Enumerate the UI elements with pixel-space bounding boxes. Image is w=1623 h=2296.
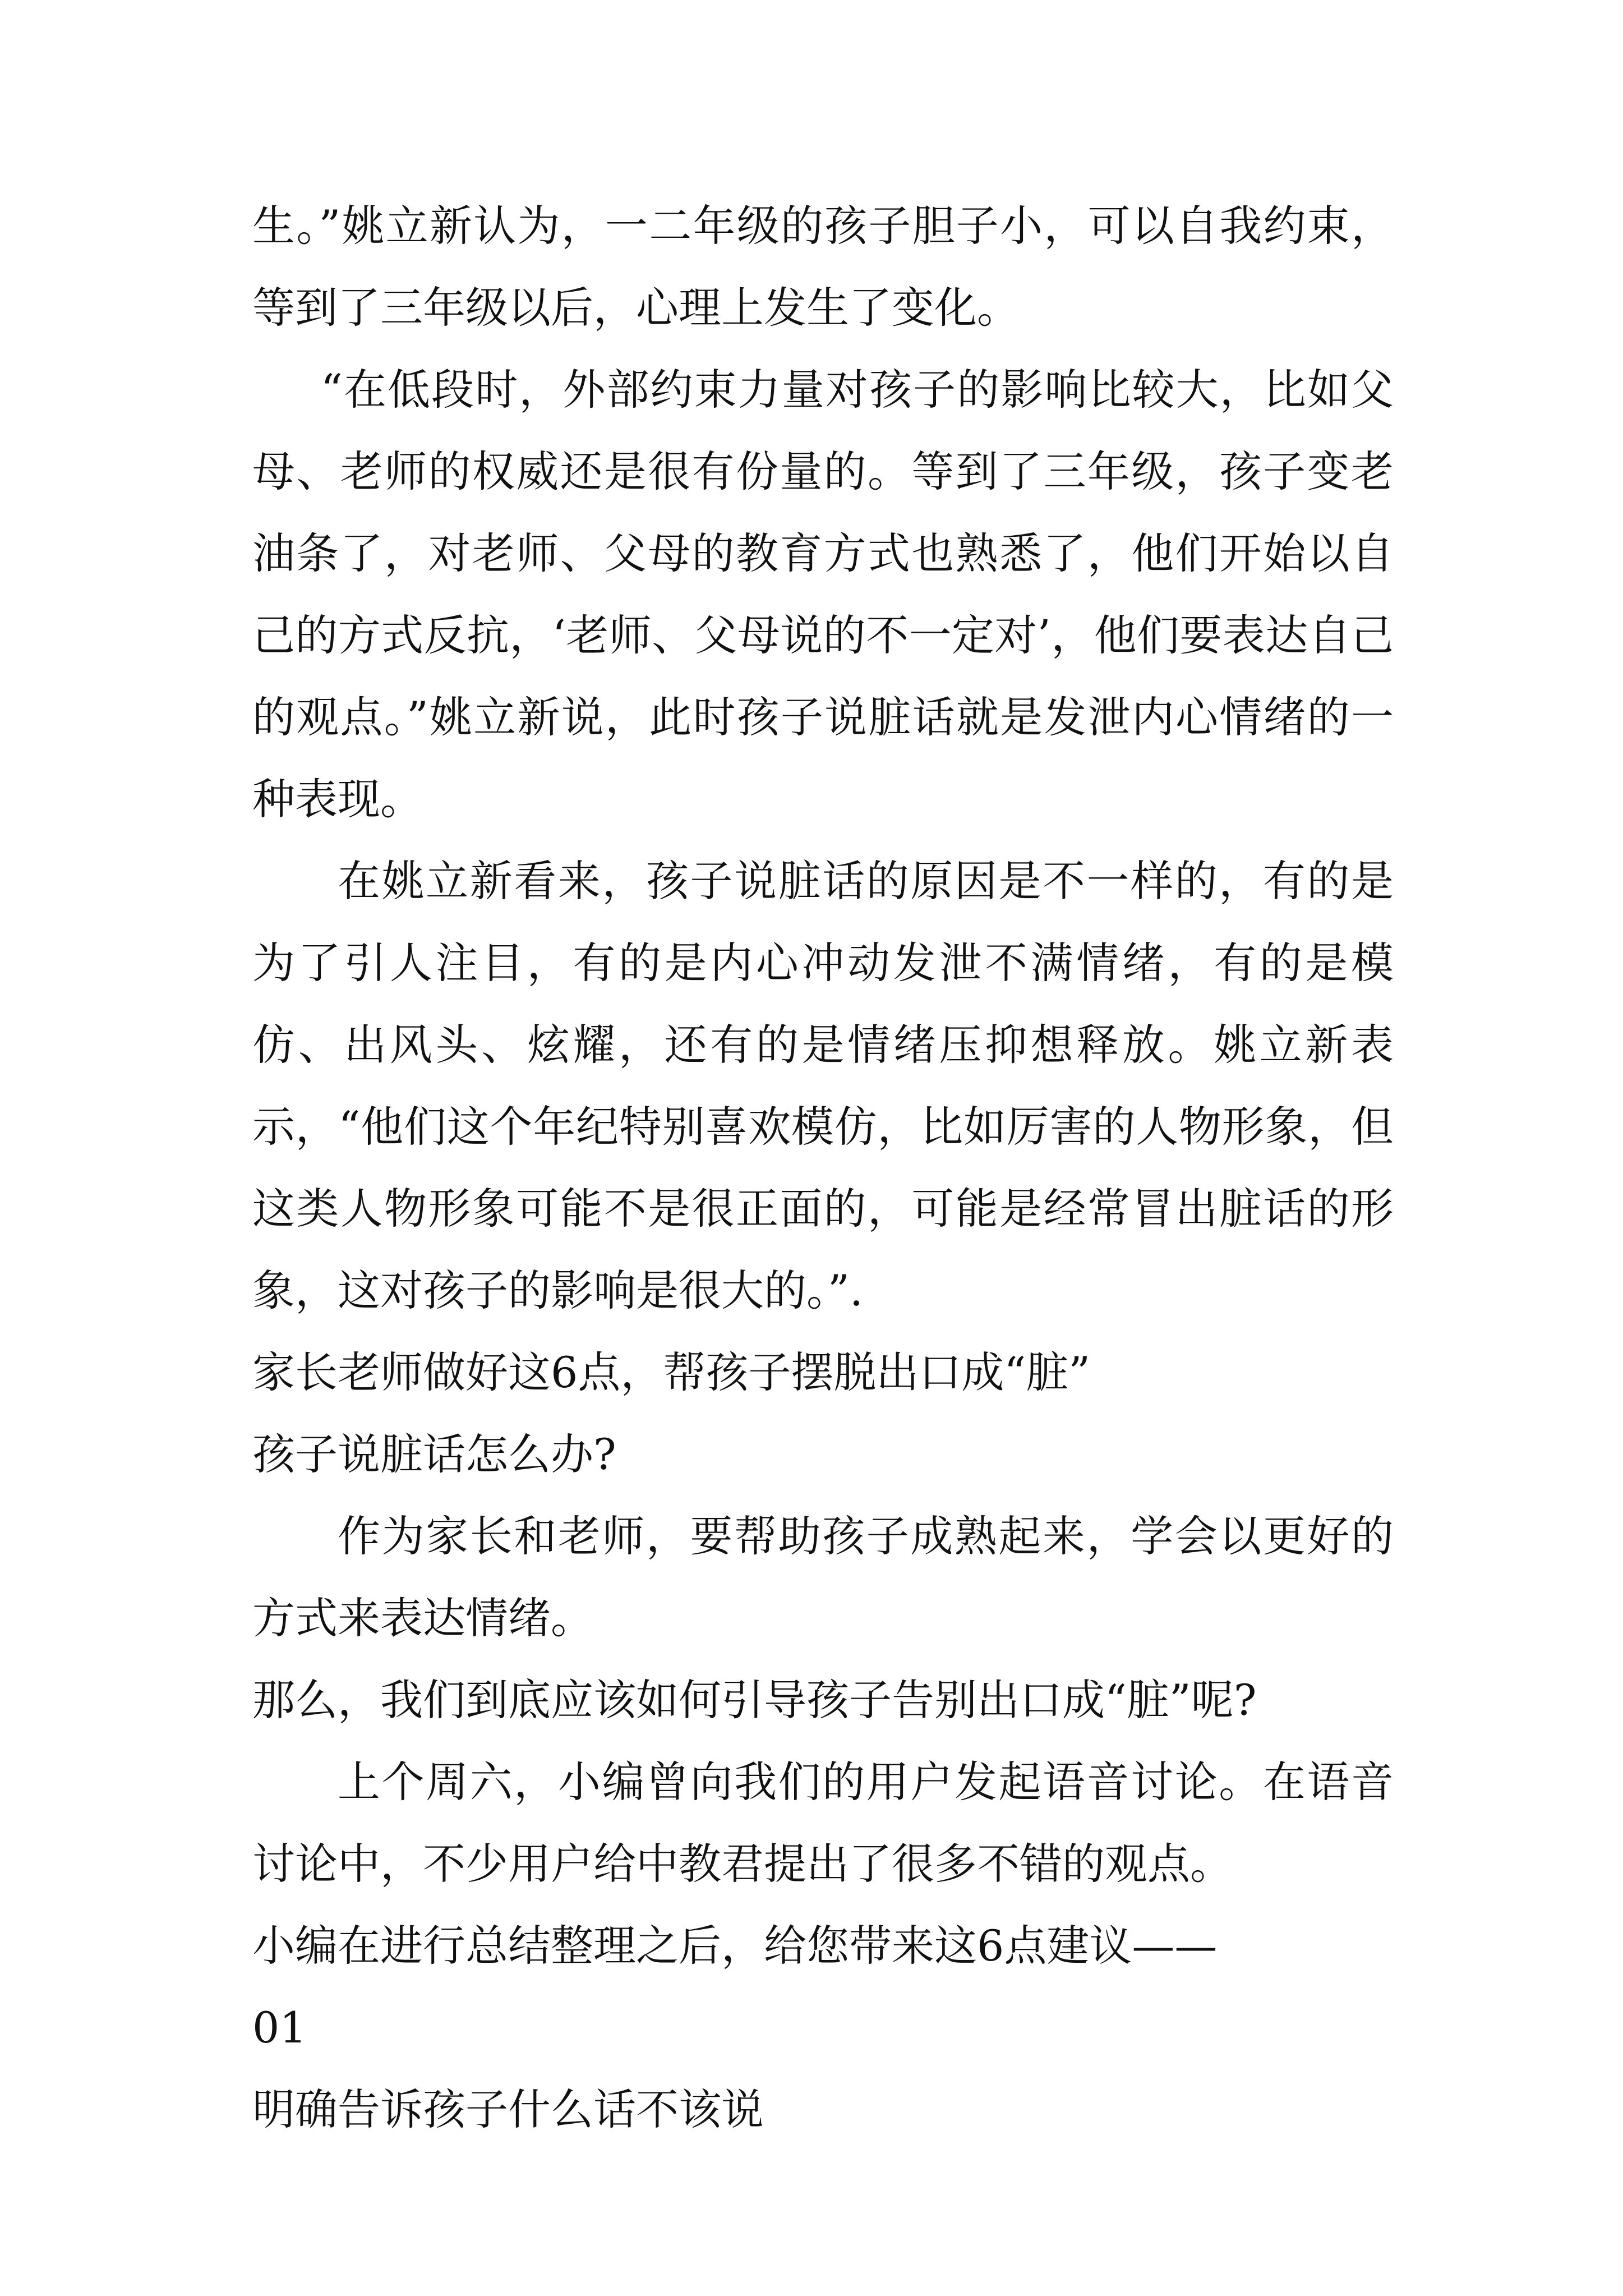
item-title: 明确告诉孩子什么话不该说: [252, 2085, 764, 2134]
paragraph-discussion: 上个周六，小编曾向我们的用户发起语音讨论。在语音讨论中，不少用户给中教君提出了很多不错的观点。: [252, 1757, 1394, 1889]
paragraph-continuation: 生。”姚立新认为，一二年级的孩子胆子小，可以自我约束，等到了三年级以后，心理上发生了变化。: [252, 201, 1394, 333]
paragraph-question: 那么，我们到底应该如何引导孩子告别出口成“脏”呢?: [252, 1675, 1257, 1725]
paragraph-advice: 作为家长和老师，要帮助孩子成熟起来，学会以更好的方式来表达情绪。: [252, 1511, 1394, 1643]
paragraph-quote: “在低段时，外部约束力量对孩子的影响比较大，比如父母、老师的权威还是很有份量的。等到了三年级，孩子变老油条了，对老师、父母的教育方式也熟悉了，他们开始以自己的方式反抗，‘老师、父母说的不一定对’，他们要表达自己的观点。”姚立新说，此时孩子说脏话就是发泄内心情绪的一种表现。: [252, 365, 1394, 824]
paragraph-summary: 小编在进行总结整理之后，给您带来这6点建议——: [252, 1921, 1218, 1971]
section-heading: 家长老师做好这6点，帮孩子摆脱出口成“脏”: [252, 1347, 1091, 1397]
paragraph-reasons: 在姚立新看来，孩子说脏话的原因是不一样的，有的是为了引人注目，有的是内心冲动发泄不满情绪，有的是模仿、出风头、炫耀，还有的是情绪压抑想释放。姚立新表示，“他们这个年纪特别喜欢模仿，比如厉害的人物形象，但这类人物形象可能不是很正面的，可能是经常冒出脏话的形象，这对孩子的影响是很大的。”.: [252, 856, 1394, 1315]
item-number: 01: [252, 2003, 307, 2053]
document-body: [252, 185, 1394, 2151]
subheading-question: 孩子说脏话怎么办?: [252, 1429, 616, 1479]
